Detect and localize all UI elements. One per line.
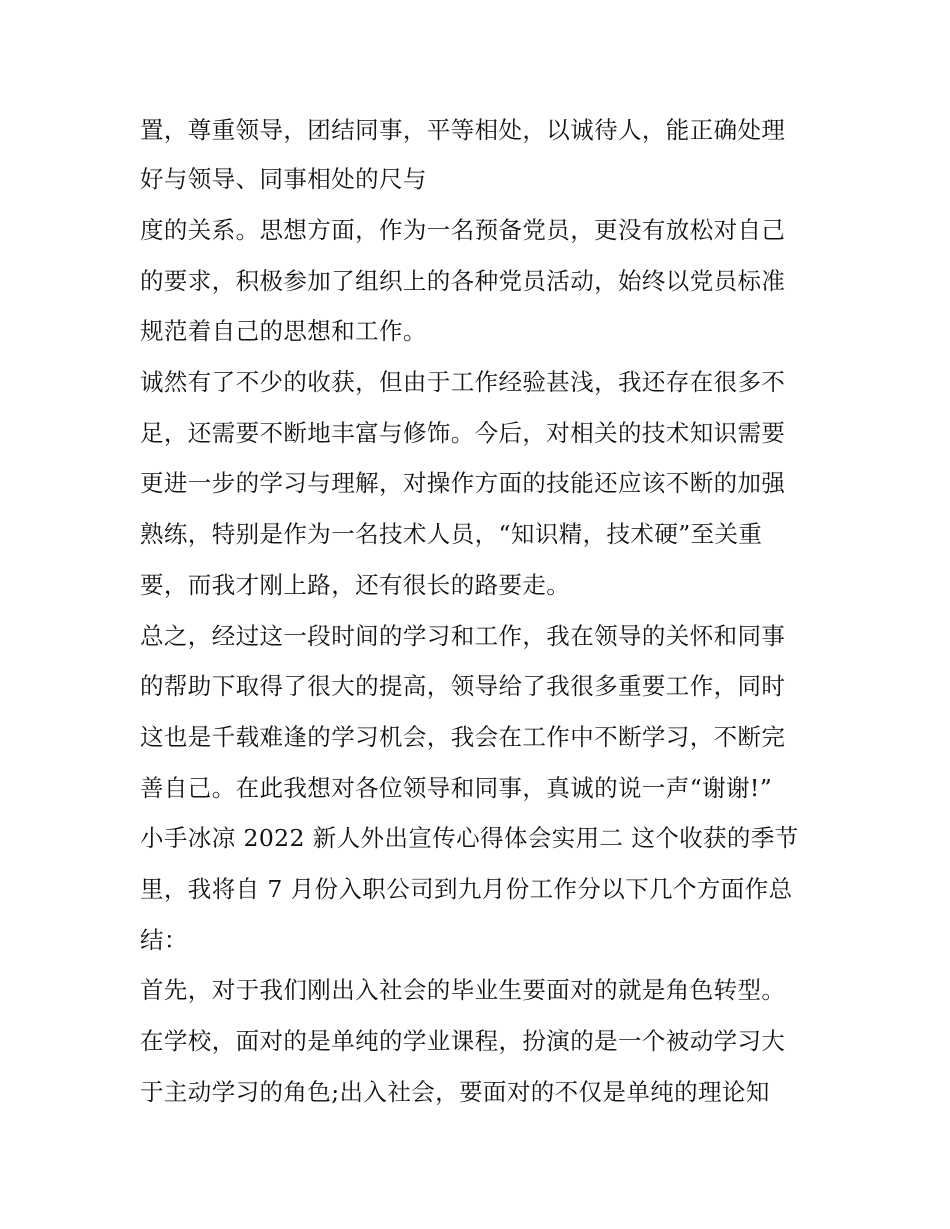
text-line: 好与领导、同事相处的尺与 xyxy=(140,165,427,193)
text-line: 的要求，积极参加了组织上的各种党员活动，始终以党员标准 xyxy=(140,267,786,295)
text-line: 规范着自己的思想和工作。 xyxy=(140,317,427,345)
text-line: 要，而我才刚上路，还有很长的路要走。 xyxy=(140,571,571,599)
text-line: 善自己。在此我想对各位领导和同事，真诚的说一声“谢谢!” xyxy=(140,774,773,802)
text-line: 里，我将自 7 月份入职公司到九月份工作分以下几个方面作总 xyxy=(140,875,793,903)
text-line: 的帮助下取得了很大的提高，领导给了我很多重要工作，同时 xyxy=(140,672,786,700)
text-line: 熟练，特别是作为一名技术人员，“知识精，技术硬”至关重 xyxy=(140,520,763,548)
text-line: 这也是千载难逢的学习机会，我会在工作中不断学习，不断完 xyxy=(140,723,786,751)
text-line: 更进一步的学习与理解，对操作方面的技能还应该不断的加强 xyxy=(140,469,786,497)
text-line: 小手冰凉 2022 新人外出宣传心得体会实用二 这个收获的季节 xyxy=(140,824,799,852)
text-line: 在学校，面对的是单纯的学业课程，扮演的是一个被动学习大 xyxy=(140,1027,786,1055)
text-line: 置，尊重领导，团结同事，平等相处，以诚待人，能正确处理 xyxy=(140,116,786,144)
text-line: 度的关系。思想方面，作为一名预备党员，更没有放松对自己 xyxy=(140,216,786,244)
text-line: 于主动学习的角色;出入社会，要面对的不仅是单纯的理论知 xyxy=(140,1078,770,1106)
text-line: 总之，经过这一段时间的学习和工作，我在领导的关怀和同事 xyxy=(140,622,786,650)
text-line: 诚然有了不少的收获，但由于工作经验甚浅，我还存在很多不 xyxy=(140,368,786,396)
text-line: 结： xyxy=(140,926,188,954)
text-line: 足，还需要不断地丰富与修饰。今后，对相关的技术知识需要 xyxy=(140,419,786,447)
text-line: 首先，对于我们刚出入社会的毕业生要面对的就是角色转型。 xyxy=(140,976,786,1004)
